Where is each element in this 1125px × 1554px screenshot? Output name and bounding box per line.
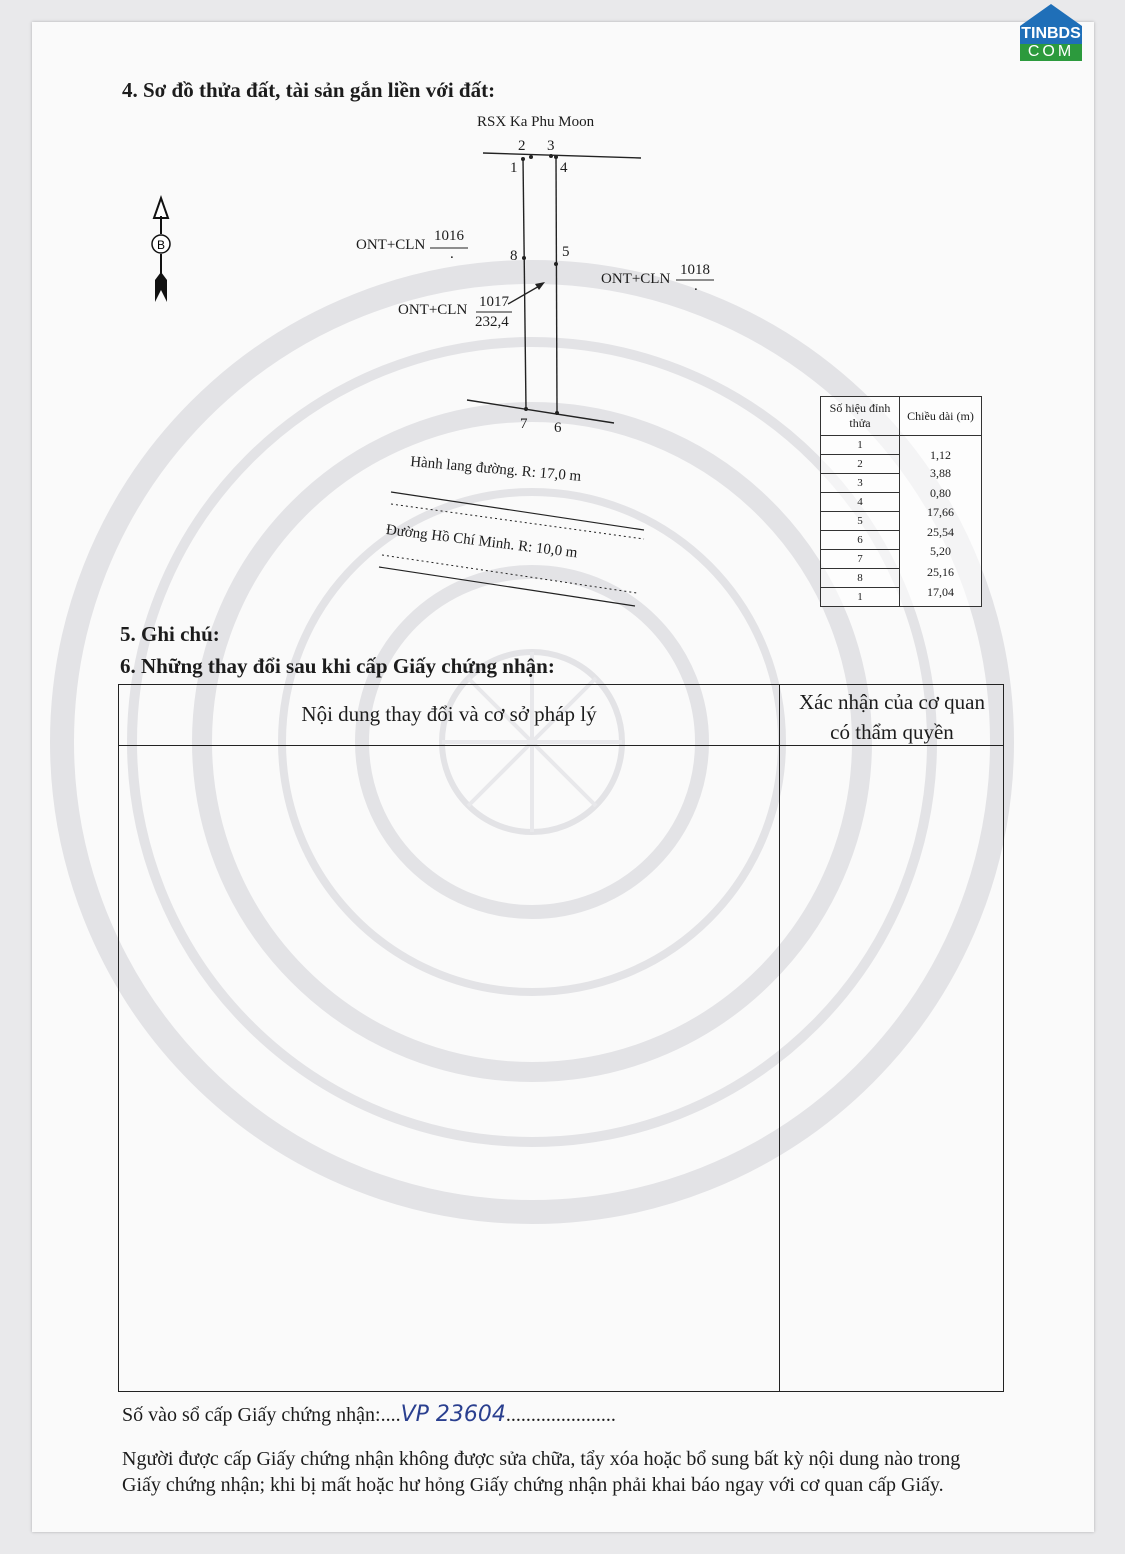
neighbor-1018-area: . xyxy=(694,278,698,294)
registry-line xyxy=(122,1402,616,1428)
table-point: 3 xyxy=(821,474,900,493)
tinbds-logo xyxy=(1016,4,1086,64)
table-point: 1 xyxy=(821,588,900,607)
changes-col-content-header: Nội dung thay đổi và cơ sở pháp lý xyxy=(301,702,597,726)
section-6-heading: 6. Những thay đổi sau khi cấp Giấy chứng nhận: xyxy=(120,654,555,678)
logo-text-bottom: COM xyxy=(1027,43,1075,60)
table-point: 7 xyxy=(821,550,900,569)
registry-dots-after: ...................... xyxy=(505,1404,616,1426)
notice-line-2: Giấy chứng nhận; khi bị mất hoặc hư hỏng Giấy chứng nhận phải khai báo ngay với cơ quan cấp Giấy. xyxy=(122,1474,944,1496)
changes-col-approval-header-line2: có thẩm quyền xyxy=(830,720,954,744)
registry-number: VP 23604 xyxy=(400,1402,506,1427)
subject-parcel-number: 1017 xyxy=(479,294,509,310)
section-4-heading: 4. Sơ đồ thửa đất, tài sản gắn liền với đất: xyxy=(122,78,496,102)
subject-parcel-area: 232,4 xyxy=(475,314,509,330)
table-point: 1 xyxy=(821,436,900,455)
table-length-column xyxy=(900,436,982,607)
point-7-label: 7 xyxy=(520,416,528,432)
subject-parcel-code: ONT+CLN xyxy=(398,302,468,318)
logo-text-top: TINBDS xyxy=(1021,25,1081,42)
notice-line-1: Người được cấp Giấy chứng nhận không được sửa chữa, tẩy xóa hoặc bổ sung bất kỳ nội dung nào trong xyxy=(122,1448,961,1470)
length-value: 25,54 xyxy=(927,525,954,539)
parcel-boundaries xyxy=(467,153,641,423)
neighbor-1016-code: ONT+CLN xyxy=(356,237,426,253)
top-boundary-label: RSX Ka Phu Moon xyxy=(477,114,595,130)
length-value: 25,16 xyxy=(927,565,954,579)
north-letter: B xyxy=(156,238,166,252)
length-value: 17,04 xyxy=(927,585,954,599)
edge-length-table xyxy=(820,396,982,607)
changes-col-approval-header-line1: Xác nhận của cơ quan xyxy=(798,690,986,714)
length-value: 1,12 xyxy=(930,448,951,462)
table-header-point: Số hiệu đỉnh thửa xyxy=(821,397,900,436)
neighbor-1018-code: ONT+CLN xyxy=(601,271,671,287)
road-label: Đường Hồ Chí Minh. R: 10,0 m xyxy=(385,522,579,562)
point-8-label: 8 xyxy=(510,248,518,264)
table-point: 6 xyxy=(821,531,900,550)
certificate-page xyxy=(32,22,1094,1532)
length-value: 3,88 xyxy=(930,466,951,480)
table-point: 8 xyxy=(821,569,900,588)
length-value: 5,20 xyxy=(930,544,951,558)
neighbor-1018-parcel: 1018 xyxy=(680,262,710,278)
table-point: 5 xyxy=(821,512,900,531)
point-2-label: 2 xyxy=(518,138,526,154)
table-header-length: Chiều dài (m) xyxy=(900,397,982,436)
point-5-label: 5 xyxy=(562,244,570,260)
table-point: 4 xyxy=(821,493,900,512)
point-4-label: 4 xyxy=(560,160,568,176)
point-6-label: 6 xyxy=(554,420,562,436)
length-value: 0,80 xyxy=(930,486,951,500)
point-3-label: 3 xyxy=(547,138,555,154)
point-1-label: 1 xyxy=(510,160,518,176)
section-5-heading: 5. Ghi chú: xyxy=(120,622,220,646)
length-value: 17,66 xyxy=(927,505,954,519)
corridor-label: Hành lang đường. R: 17,0 m xyxy=(409,454,582,485)
neighbor-1016-parcel: 1016 xyxy=(434,228,464,244)
table-point: 2 xyxy=(821,455,900,474)
registry-dots-before: .... xyxy=(380,1404,401,1426)
changes-table xyxy=(118,684,1004,1392)
neighbor-1016-area: . xyxy=(450,246,454,262)
registry-label: Số vào sổ cấp Giấy chứng nhận: xyxy=(122,1404,381,1426)
